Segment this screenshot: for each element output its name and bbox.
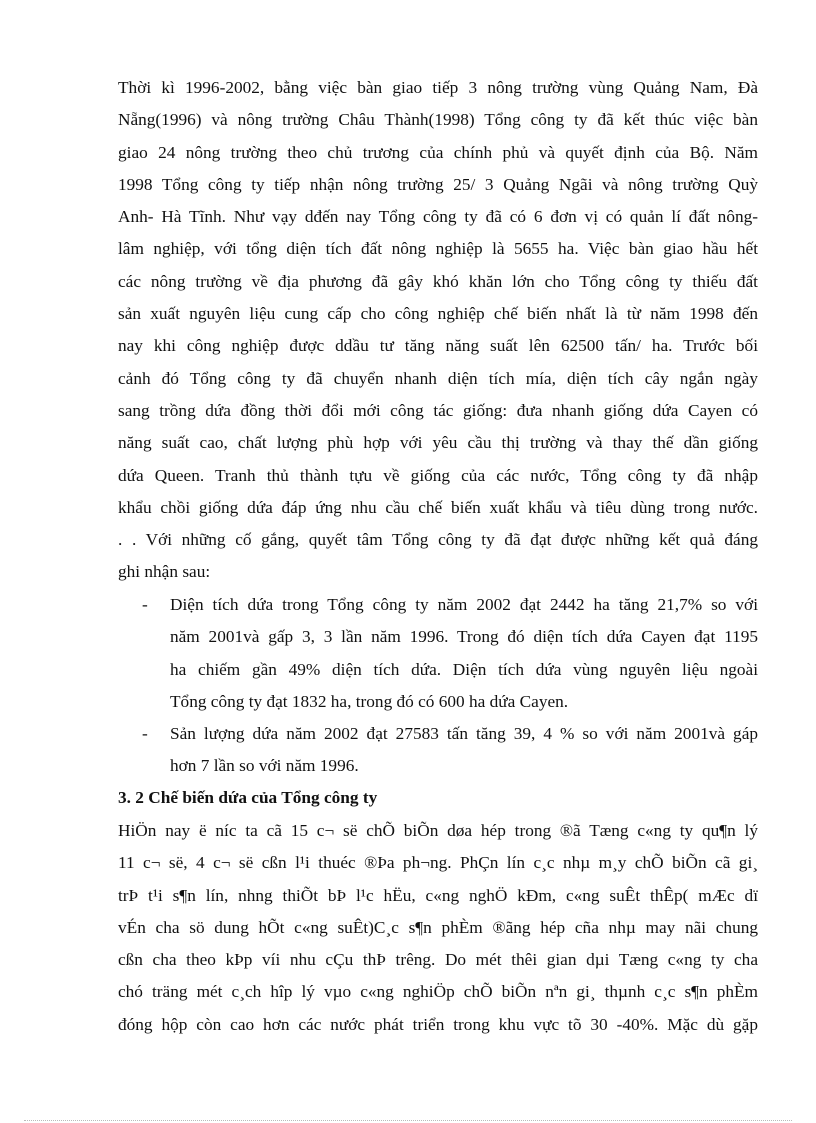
text-line: Thời kì 1996-2002, bằng việc bàn giao tiếp 3 nông trường vùng Quảng Nam, Đà <box>118 78 758 97</box>
text-line: cßn cha theo kÞp víi nhu cÇu thÞ trêng. Do mét thêi gian dµi Tæng c«ng ty cha <box>118 950 758 970</box>
section-heading: 3. 2 Chế biến dứa của Tổng công ty <box>118 788 378 807</box>
text-line: Tổng công ty đạt 1832 ha, trong đó có 600 ha dứa Cayen. <box>170 691 569 711</box>
text-line: Anh- Hà Tĩnh. Như vạy dđến nay Tổng công ty đã có 6 đơn vị có quản lí đất nông- <box>118 207 758 227</box>
text-line: ha chiếm gần 49% diện tích dứa. Diện tích dứa vùng nguyên liệu ngoài <box>170 659 758 679</box>
text-line: chó träng mét c¸ch hîp lý vµo c«ng nghiÖp chÕ biÕn nªn gi¸ thµnh c¸c s¶n phÈm <box>118 982 758 1002</box>
text-line: Nẵng(1996) và nông trường Châu Thành(1998) Tổng công ty đã kết thúc việc bàn <box>118 110 758 130</box>
text-line: trÞ t¹i s¶n lín, nhng thiÕt bÞ l¹c hËu, c«ng nghÖ kÐm, c«ng suÊt thÊp( mÆc dï <box>118 885 758 905</box>
text-line: giao 24 nông trường theo chủ trương của chính phủ và quyết định của Bộ. Năm <box>118 142 758 162</box>
text-line: Diện tích dứa trong Tổng công ty năm 2002 đạt 2442 ha tăng 21,7% so với <box>170 595 758 614</box>
text-line: các nông trường về địa phương đã gây khó khăn lớn cho Tổng công ty thiếu đất <box>118 271 758 291</box>
page-bottom-divider <box>24 1120 792 1121</box>
text-line: 1998 Tổng công ty tiếp nhận nông trường 25/ 3 Quảng Ngãi và nông trường Quỳ <box>118 174 758 194</box>
text-line: năng suất cao, chất lượng phù hợp với yêu cầu thị trường và thay thế dần giống <box>118 433 758 453</box>
text-line: ghi nhận sau: <box>118 562 211 582</box>
text-line: sang trồng dứa đồng thời đổi mới công tác giống: đưa nhanh giống dứa Cayen có <box>118 400 758 420</box>
text-line: nay khi công nghiệp được ddầu tư tăng năng suất lên 62500 tấn/ ha. Trước bối <box>118 336 758 356</box>
paragraph-processing <box>118 815 758 1041</box>
text-line: Sản lượng dứa năm 2002 đạt 27583 tấn tăng 39, 4 % so với năm 2001và gáp <box>170 724 758 744</box>
bullet-dash: - <box>142 724 148 744</box>
bullet-dash: - <box>142 595 148 614</box>
bullet-item-area <box>118 589 758 718</box>
text-line: . . Với những cố gắng, quyết tâm Tổng công ty đã đạt được những kết quả đáng <box>118 530 758 550</box>
text-line: vÉn cha sö dung hÕt c«ng suÊt)C¸c s¶n phÈm ®ãng hép cña nhµ may nãi chung <box>118 917 758 937</box>
text-line: đóng hộp còn cao hơn các nước phát triển trong khu vực tõ 30 -40%. Mặc dù gặp <box>118 1014 758 1034</box>
paragraph-history <box>118 72 758 589</box>
text-line: khẩu chồi giống dứa đáp ứng nhu cầu chế biến xuất khẩu và tiêu dùng trong nước. <box>118 497 758 517</box>
text-line: năm 2001và gấp 3, 3 lần năm 1996. Trong đó diện tích dứa Cayen đạt 1195 <box>170 627 758 647</box>
bullet-item-output <box>118 718 758 783</box>
text-line: hơn 7 lần so với năm 1996. <box>170 756 359 776</box>
bullet-list <box>118 589 758 783</box>
text-line: cảnh đó Tổng công ty đã chuyển nhanh diện tích mía, diện tích cây ngắn ngày <box>118 368 758 388</box>
text-line: lâm nghiệp, với tổng diện tích đất nông nghiệp là 5655 ha. Việc bàn giao hầu hết <box>118 239 758 259</box>
text-line: dứa Queen. Tranh thủ thành tựu về giống của các nước, Tổng công ty đã nhập <box>118 465 758 485</box>
text-line: 11 c¬ së, 4 c¬ së cßn l¹i thuéc ®Þa ph¬ng. PhÇn lín c¸c nhµ m¸y chÕ biÕn cã gi¸ <box>118 853 758 873</box>
text-line: HiÖn nay ë níc ta cã 15 c¬ së chÕ biÕn døa hép trong ®ã Tæng c«ng ty qu¶n lý <box>118 821 758 840</box>
text-line: sản xuất nguyên liệu cung cấp cho công nghiệp chế biến nhất là từ năm 1998 đến <box>118 304 758 324</box>
